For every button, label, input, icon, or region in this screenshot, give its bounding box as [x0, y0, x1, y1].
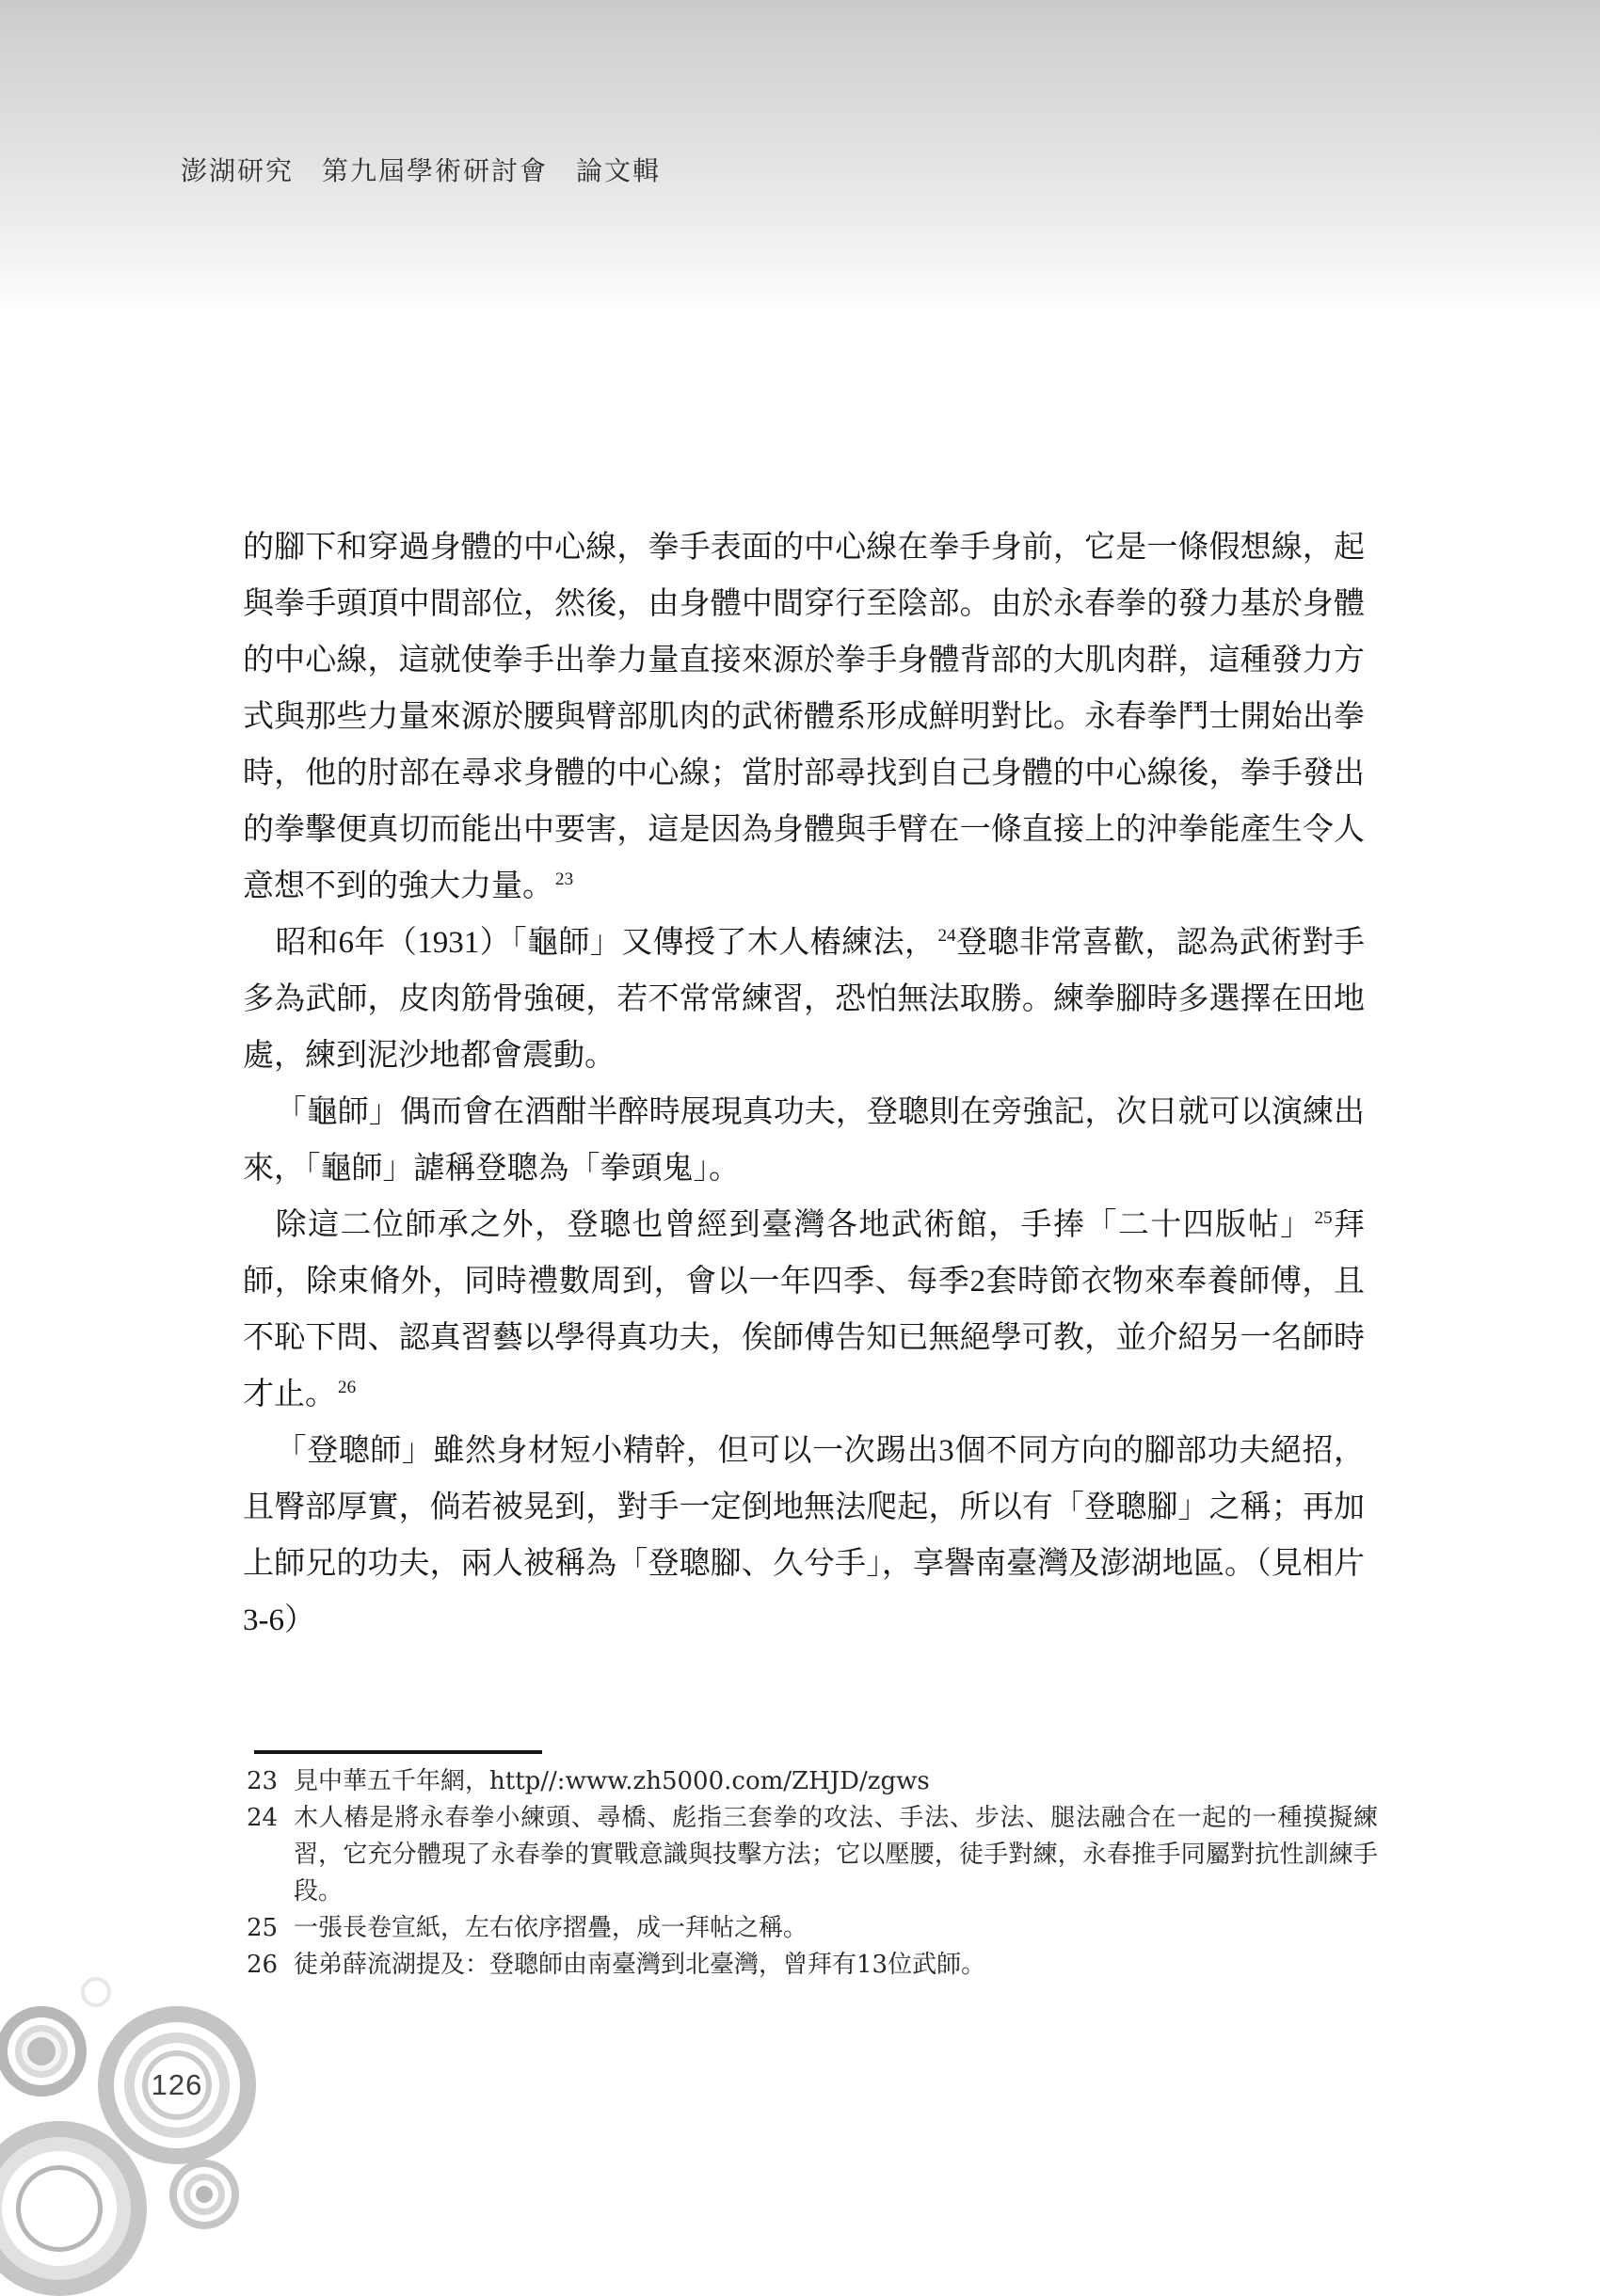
footnote-ref: 26 — [338, 1378, 357, 1397]
footnote-item — [247, 1947, 1378, 1984]
body-paragraph: 昭和6年（1931）「龜師」又傳授了木人樁練法， $^{24}$登聰非常喜歡，認為武術對手多為武師，皮肉筋骨強硬，若不常常練習，恐怕無法取勝。練拳腳時多選擇在田地處，練到泥沙地都會震動。 — [243, 926, 1366, 1073]
footnote-text: 徒弟薛流湖提及：登聰師由南臺灣到北臺灣，曾拜有13位武師。 — [294, 1951, 986, 1979]
footnote-text: 一張長卷宣紙，左右依序摺疊，成一拜帖之稱。 — [294, 1914, 808, 1942]
circle-ring — [81, 1977, 111, 2007]
footnotes-list — [247, 1763, 1378, 1984]
footnote-text: 見中華五千年網，http//:www.zh5000.com/ZHJD/zgws — [294, 1767, 930, 1795]
footnote-number: 23 — [247, 1767, 279, 1795]
footnote-item — [247, 1910, 1378, 1947]
footnote-ref: 23 — [555, 869, 574, 889]
body-paragraph: 「龜師」偶而會在酒酣半醉時展現真功夫，登聰則在旁強記，次日就可以演練出來，「龜師」謔稱登聰為「拳頭鬼」。 — [243, 1095, 1365, 1186]
page-number: 126 — [148, 2056, 206, 2114]
footnote-number: 26 — [247, 1951, 279, 1979]
circle-ring — [196, 2186, 213, 2203]
footnote-ref: 24 — [937, 926, 956, 946]
body-paragraph: 「登聰師」雖然身材短小精幹，但可以一次踢出3個不同方向的腳部功夫絕招，且臀部厚實，倘若被晃到，對手一定倒地無法爬起，所以有「登聰腳」之稱；再加上師兄的功夫，兩人被稱為「登聰腳、久兮手」，享譽南臺灣及澎湖地區。（見相片3-6） — [243, 1434, 1365, 1637]
footnote-text: 木人樁是將永春拳小練頭、尋橋、彪指三套拳的攻法、手法、步法、腿法融合在一起的一種摸擬練習，它充分體現了永春拳的實戰意識與技擊方法；它以壓腰，徒手對練，永春推手同屬對抗性訓練手段。 — [294, 1804, 1378, 1905]
footnote-ref: 25 — [1314, 1208, 1333, 1228]
footnote-item — [247, 1800, 1378, 1910]
footnote-number: 24 — [247, 1804, 279, 1832]
footnote-number: 25 — [247, 1914, 279, 1942]
footnote-item — [247, 1763, 1378, 1800]
body-paragraph: 除這二位師承之外，登聰也曾經到臺灣各地武術館，手捧「二十四版帖」 $^{25}$拜師，除束脩外，同時禮數周到，會以一年四季、每季2套時節衣物來奉養師傅，且不恥下問、認真習藝以學得真功夫，俟師傅告知已無絕學可教，並介紹另一名師時才止。 $^{26}$ — [243, 1208, 1366, 1411]
circle-ring — [21, 2170, 98, 2247]
running-header: 澎湖研究 第九屆學術研討會 論文輯 — [181, 157, 662, 186]
body-text — [243, 519, 1365, 1649]
body-paragraph: 的腳下和穿過身體的中心線，拳手表面的中心線在拳手身前，它是一條假想線，起與拳手頭頂中間部位，然後，由身體中間穿行至陰部。由於永春拳的發力基於身體的中心線，這就使拳手出拳力量直接來源於拳手身體背部的大肌肉群，這種發力方式與那些力量來源於腰與臂部肌肉的武術體系形成鮮明對比。永春拳鬥士開始出拳時，他的肘部在尋求身體的中心線；當肘部尋找到自己身體的中心線後，拳手發出的拳擊便真切而能出中要害，這是因為身體與手臂在一條直接上的沖拳能產生令人意想不到的強大力量。 $^{23}$ — [243, 531, 1365, 903]
circle-ring — [27, 2037, 56, 2065]
footnote-divider — [254, 1750, 542, 1754]
